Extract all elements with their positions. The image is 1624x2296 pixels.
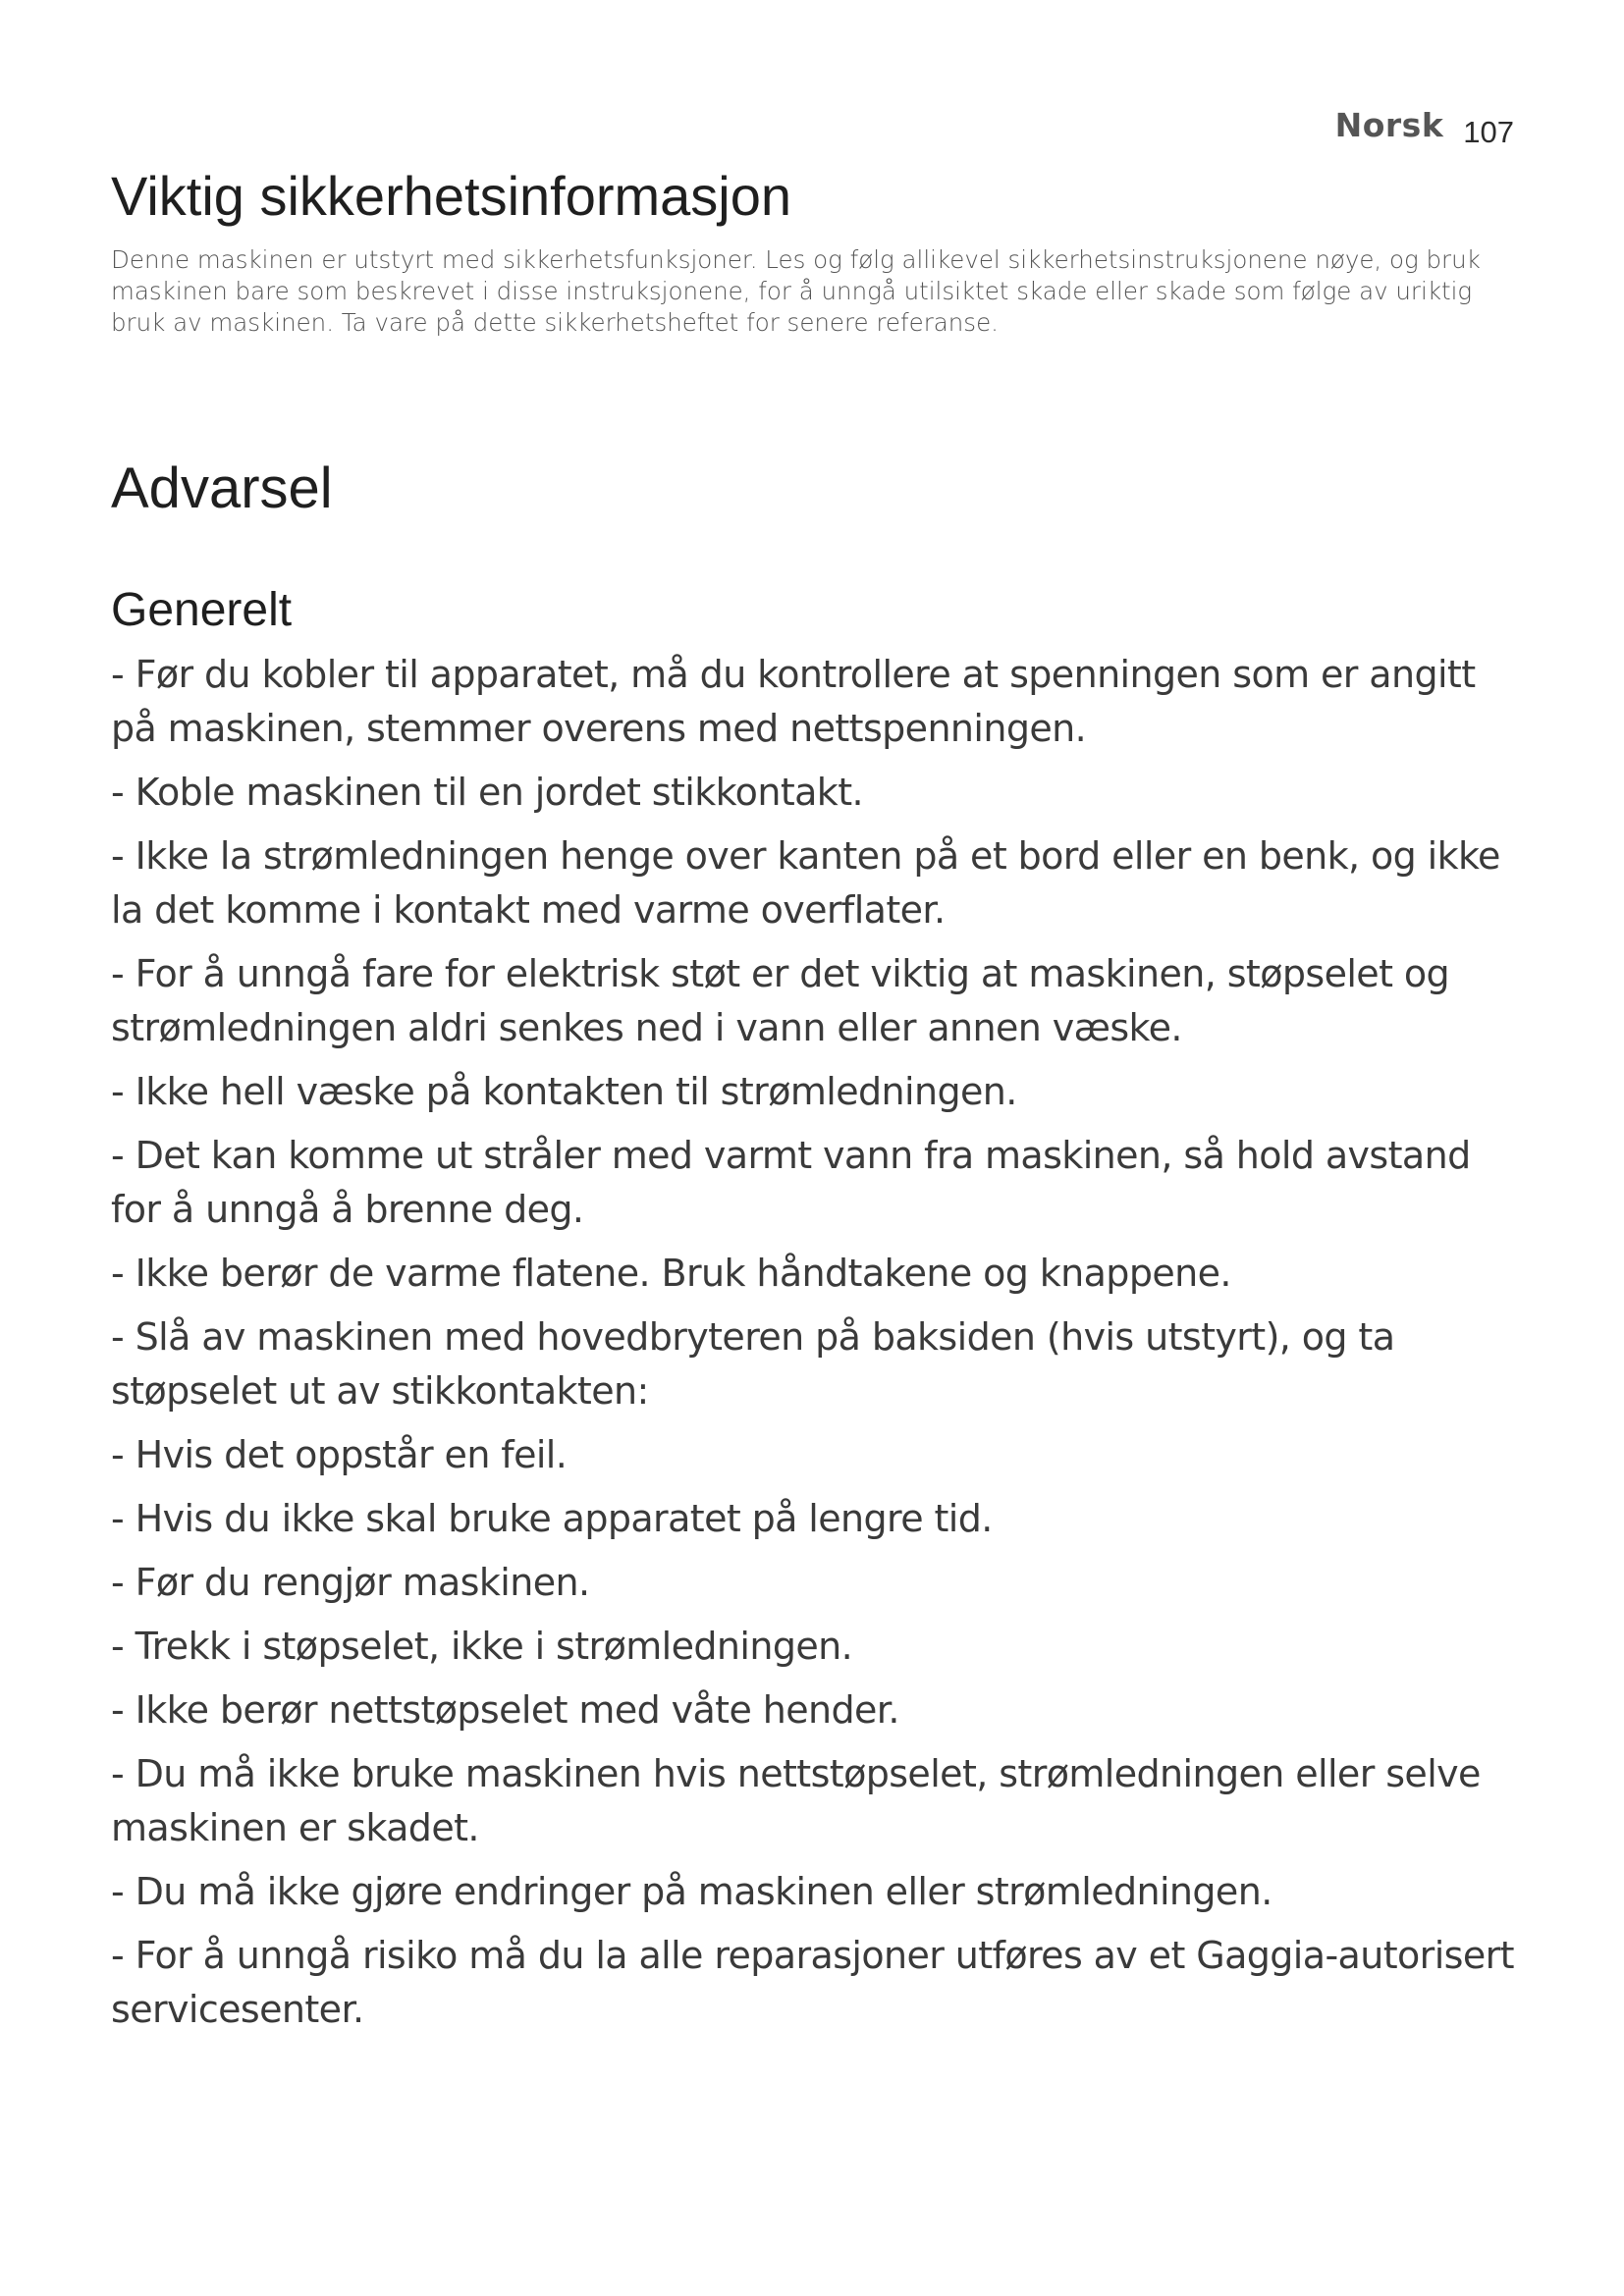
warning-list	[111, 648, 1525, 2037]
warning-item: - Det kan komme ut stråler med varmt vann fra maskinen, så hold avstand for å unngå å brenne deg.	[111, 1134, 1471, 1232]
page-header	[1334, 106, 1514, 149]
page-number: 107	[1463, 115, 1514, 149]
warning-item: - For å unngå fare for elektrisk støt er det viktig at maskinen, støpselet og strømledningen aldri senkes ned i vann eller annen væske.	[111, 952, 1450, 1050]
warning-item: - Ikke berør de varme flatene. Bruk håndtakene og knappene.	[111, 1252, 1231, 1296]
language-label: Norsk	[1334, 106, 1444, 144]
warning-item: - Før du rengjør maskinen.	[111, 1561, 590, 1605]
warning-item: - Koble maskinen til en jordet stikkontakt.	[111, 771, 863, 815]
warning-item: - Før du kobler til apparatet, må du kontrollere at spenningen som er angitt på maskinen, stemmer overens med nettspenningen.	[111, 653, 1476, 751]
warning-item: - Ikke la strømledningen henge over kanten på et bord eller en benk, og ikke la det komme i kontakt med varme overflater.	[111, 834, 1500, 933]
page-content	[111, 162, 1525, 2047]
warning-item: - Ikke hell væske på kontakten til strømledningen.	[111, 1070, 1017, 1114]
warning-item: - Ikke berør nettstøpselet med våte hender.	[111, 1688, 899, 1733]
warning-item: - Du må ikke bruke maskinen hvis nettstøpselet, strømledningen eller selve maskinen er skadet.	[111, 1752, 1481, 1850]
warning-item: - Trekk i støpselet, ikke i strømledningen.	[111, 1625, 853, 1669]
subsection-title-general: Generelt	[111, 583, 293, 636]
warning-item: - Hvis det oppstår en feil.	[111, 1433, 568, 1477]
warning-item: - Du må ikke gjøre endringer på maskinen eller strømledningen.	[111, 1870, 1272, 1914]
page-title: Viktig sikkerhetsinformasjon	[111, 165, 792, 227]
warning-item: - For å unngå risiko må du la alle reparasjoner utføres av et Gaggia-autorisert servicesenter.	[111, 1934, 1514, 2032]
intro-paragraph: Denne maskinen er utstyrt med sikkerhetsfunksjoner. Les og følg allikevel sikkerhetsinstruksjonene nøye, og bruk maskinen bare som beskrevet i disse instruksjonene, for å unngå utilsiktet skade eller skade som følge av uriktig bruk av maskinen. Ta vare på dette sikkerhetsheftet for senere referanse.	[111, 245, 1481, 337]
section-title-warning: Advarsel	[111, 456, 333, 520]
warning-item: - Hvis du ikke skal bruke apparatet på lengre tid.	[111, 1497, 993, 1541]
warning-item: - Slå av maskinen med hovedbryteren på baksiden (hvis utstyrt), og ta støpselet ut av stikkontakten:	[111, 1315, 1395, 1414]
